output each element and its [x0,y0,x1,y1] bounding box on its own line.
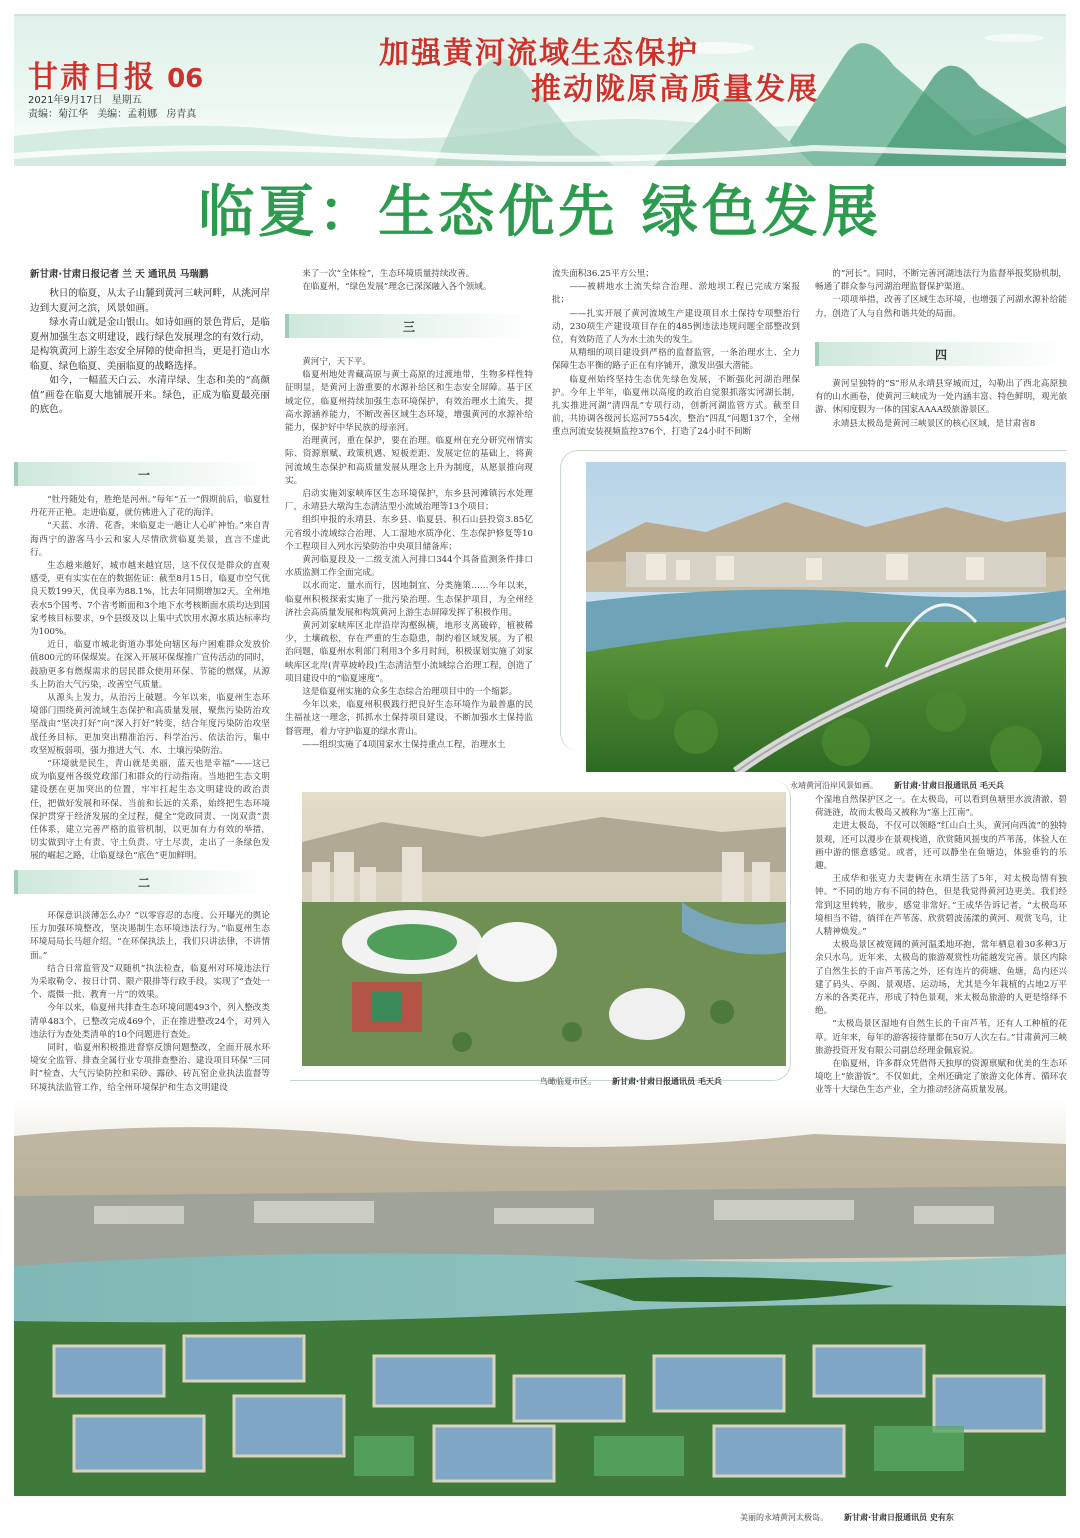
paragraph: 的“河长”。同时，不断完善河湖违法行为监督举报奖励机制，畅通了群众参与河湖治理监督保护渠道。 [815,269,1067,293]
column-1-body [30,494,270,864]
photo-3-caption [740,1512,954,1523]
photo-linxia-city-aerial [302,792,786,1066]
paragraph: 近日，临夏市城北街道办事处向辖区每户困难群众发放价值800元的环保煤炭。在深入开展环保煤推广宣传活动的同时，鼓励更多有燃煤需求的居民群众使用环保、节能的燃煤，从源头上防治大气污染，改善空气质量。 [30,640,270,690]
paragraph: 王成华和张克力夫妻俩在永靖生活了5年，对太极岛情有独钟。“不同的地方有不同的特色，但是我觉得黄河边更美。我们经常到这里转转，散步，感觉非常好。”王成华告诉记者，“太极岛环境相当不错，徜徉在芦苇荡、欣赏碧波荡漾的黄河、观赏飞鸟，让人精神焕发。” [815,874,1067,938]
paragraph: 永靖县太极岛是黄河三峡景区的核心区域，是甘肃省8 [832,418,1036,429]
photo-illustration [14,1096,1066,1496]
photo-illustration [586,462,1066,772]
paragraph: “牡丹随处有，胜绝是河州。”每年“五一”假期前后，临夏牡丹花开正艳。走进临夏，就仿佛进入了花的海洋。 [30,495,270,519]
paragraph: 临夏州始终坚持生态优先绿色发展，不断强化河湖治理保护。今年上半年，临夏州以高度的政治自觉狠抓落实河湖长制，扎实推进河湖“清四乱”专项行动，创新河湖监管方式。截至目前，共协调各级河长巡河7554次，整治“四乱”问题137个，全州重点河流安装视频监控376个，打造了24小时不间断 [552,374,800,438]
section-heading-3: 三 [285,314,533,338]
caption-text: 美丽的永靖黄河太极岛。 [740,1513,828,1522]
issue-meta [28,94,202,122]
editor-credit: 责编：菊江华 [28,109,88,120]
paragraph: 黄河临夏段及一二级支流入河排口344个具备监测条件排口水质监测工作全面完成。 [285,555,533,579]
proofreader-credit: 房青真 [166,109,197,120]
paragraph: 启动实施刘家峡库区生态环境保护，东乡县河滩镇污水处理厂，永靖县大墩沟生态清洁型小流域治理等13个项目； [285,489,533,513]
lead-paragraph: 绿水青山就是金山银山。如诗如画的景色背后，是临夏州加强生态文明建设，践行绿色发展理念的有效行动，是构筑黄河上游生态安全屏障的使命担当，更是打造山水临夏、绿色临夏、美丽临夏的战略选择。 [30,317,270,372]
paragraph: 从源头上发力，从治污上破题。今年以来，临夏州生态环境部门围绕黄河流域生态保护和高质量发展，聚焦污染防治攻坚战由“坚决打好”向“深入打好”转变，结合年度污染防治攻坚战任务目标，更加突出精准治污、科学治污、依法治污，集中攻坚短板弱项，强力推进大气、水、土壤污染防治。 [30,693,270,756]
paragraph: 来了一次“全体检”，生态环境质量持续改善。 [302,269,475,279]
column-4-top [815,268,1067,321]
lead-paragraph: 如今，一幅蓝天白云、水清岸绿、生态和美的“高颜值”画卷在临夏大地铺展开来。绿色，正成为临夏最亮丽的底色。 [30,375,270,416]
paragraph: 个湿地自然保护区之一。在太极岛，可以看到鱼塘里水波清澈、碧荷涟涟，故而太极岛又被称为“塞上江南”。 [815,795,1067,819]
designer-credit: 美编：孟莉娜 [97,109,158,120]
page-header [14,14,1066,166]
caption-text: 鸟瞰临夏市区。 [540,1077,596,1086]
paragraph: 黄河宁，天下平。 [302,357,371,367]
paragraph: 环保意识淡薄怎么办？“以零容忍的态度、公开曝光的舆论压力加强环境整改，坚决遏制生态环境违法行为。”临夏州生态环境局局长马超介绍。“在环保执法上，我们只讲法律，不讲情面。” [30,911,270,961]
photo-illustration [302,792,786,1066]
paragraph: 今年以来，临夏州共排查生态环境问题493个，列入整改类清单483个，已整改完成469个，正在推进整改24个，对列入违法行为查处类清单的10个问题进行查处。 [30,1003,270,1040]
paragraph: 结合日常监管及“双随机”执法检查，临夏州对环境违法行为采取勒令、按日计罚、限产限排等行政手段，实现了“查处一个、震慑一批、教育一片”的效果。 [30,963,270,1001]
paragraph: 今年以来，临夏州积极践行把良好生态环境作为最普惠的民生福祉这一理念，抓抓水土保持项目建设，不断加强水土保持监督管理，着力守护临夏的绿水青山。 [285,700,533,737]
article-title: 临夏：生态优先 绿色发展 [198,180,882,245]
section-heading-2: 二 [14,870,270,894]
paragraph: 生态越来越好，城市越来越宜居，这不仅仅是群众的直观感受，更有实实在在的数据佐证：截至8月15日，临夏市空气优良天数199天，优良率为88.1%，比去年同期增加2天。全州地表水5个国考、7个省考断面和3个地下水考核断面水质均达到国家考核目标要求，9个县级及以上集中式饮用水源水质达标率均为100%。 [30,561,270,638]
byline: 新甘肃·甘肃日报记者 兰 天 通讯员 马瑞鹏 [30,269,209,280]
column-4-body [815,378,1067,431]
paragraph: ——扎实开展了黄河流域生产建设项目水土保持专项整治行动，230项生产建设项目存在的485例违法违规问题全部整改到位，有效防范了人为水土流失的发生。 [552,308,800,346]
photo-taiji-island [14,1096,1066,1496]
paragraph: ——组织实施了4项国家水土保持重点工程，治理水土 [302,739,506,750]
column-1-body-b [30,910,270,1095]
issue-weekday: 星期五 [111,95,142,106]
lead-paragraph: 秋日的临夏，从太子山麓到黄河三峡河畔，从洮河岸边到大夏河之滨，风景如画。 [30,288,270,314]
column-1-lead [30,268,270,418]
photo-2-caption [540,1076,722,1087]
caption-author: 新甘肃·甘肃日报通讯员 史有东 [844,1513,954,1522]
paragraph: 流失面积36.25平方公里； [552,269,654,279]
banner-line-2: 推动陇原高质量发展 [531,72,819,107]
paragraph: 太极岛景区被宽阔的黄河温柔地环抱，常年栖息着30多种3万余只水鸟。近年来，太极岛的旅游观赏性功能越发完善。景区内除了自然生长的千亩芦苇荡之外，还有连片的荷塘、鱼塘，岛内还兴建了码头、亭阁、景观塔、运动场，尤其是今年栽植的占地2万平方米的各类花卉，形成了特色景观，来太极岛旅游的人更是络绎不绝。 [815,940,1067,1017]
column-5-body [815,794,1067,1098]
paragraph: 组织申报的永靖县、东乡县、临夏县、积石山县投资3.85亿元省级小流域综合治理、人工湿地水质净化、生态保护修复等10个工程项目入列水污染防治中央项目储备库； [285,515,533,552]
column-2-top [285,268,533,294]
column-3-body [552,268,800,440]
page-number: 06 [167,64,204,94]
paragraph: “环境就是民生，青山就是美丽，蓝天也是幸福”——这已成为临夏州各级党政部门和群众的行动指南。当地把生态文明建设摆在更加突出的位置，牢牢扛起生态文明建设的政治责任，把做好发展和环保、当前和长远的关系，始终把生态环境保护贯穿于经济发展的全过程，健全“党政同责、一岗双责”责任体系，建立完善严格的监管机制，以更加有力有效的举措，切实做到守土有责、守土负责、守土尽责，走出了一条绿色发展的崛起之路，让临夏绿色“底色”更加鲜明。 [30,759,270,862]
photo-1-caption [790,780,1004,791]
newspaper-logo: 甘肃日报 [28,60,156,95]
issue-date: 2021年9月17日 [28,95,103,106]
paragraph: 这是临夏州实施的众多生态综合治理项目中的一个缩影。 [302,687,518,698]
photo-yellow-river-bridge [586,462,1066,772]
paragraph: 黄河呈独特的“S”形从永靖县穿城而过，勾勒出了西北高原独有的山水画卷，使黄河三峡成为一处内涵丰富、特色鲜明，观光旅游、休闲度假为一体的国家AAAA级旅游景区。 [815,379,1067,416]
special-banner [369,36,829,108]
section-heading-1: 一 [14,462,270,486]
caption-author: 新甘肃·甘肃日报通讯员 毛天兵 [894,781,1004,790]
paragraph: 临夏州地处青藏高原与黄土高原的过渡地带，生物多样性特征明显，是黄河上游重要的水源补给区和生态安全屏障。基于区域定位，临夏州持续加强生态环境保护，有效治理水土流失，提高水源涵养能力，不断改善区域生态环境，增强黄河的水源补给能力，保护好中华民族的母亲河。 [285,370,533,434]
paragraph: “天蓝、水清、花香，来临夏走一趟让人心旷神怡。”来自青海西宁的游客马小云和家人尽情欣赏临夏美景，直言不虚此行。 [30,521,270,558]
paragraph: 黄河刘家峡库区北岸沿岸沟壑纵横，地形支离破碎，植被稀少，土壤疏松，存在严重的生态隐患，制约着区域发展。为了根治问题，临夏州水利部门利用3个多月时间，积极谋划实施了刘家峡库区北岸(青草坡岭段)生态清洁型小流域综合治理工程，创造了项目建设中的“临夏速度”。 [285,621,533,684]
paragraph: 在临夏州，许多群众凭借得天独厚的资源禀赋和优美的生态环境吃上“旅游饭”。不仅如此，全州还确定了旅游文化体育、循环农业等十大绿色生态产业，全力推动经济高质量发展。 [815,1059,1067,1096]
paragraph: 一项项举措，改善了区域生态环境，也增强了河湖水源补给能力，创造了人与自然和谐共处的局面。 [815,295,1067,319]
paragraph: “太极岛景区湿地有自然生长的千亩芦苇，还有人工种植的花草。近年来，每年的游客接待量都在50万人次左右。”甘肃黄河三峡旅游投资开发有限公司副总经理金佩宸说。 [815,1019,1067,1056]
paragraph: 同时，临夏州积极推进督察反馈问题整改，全面开展水环境安全监管、排查全属行业专项排查整治、建设项目环保“三同时”检查、大气污染防控和采砂、露砂、砖瓦窑企业执法监督等环境执法监管工作，给全州环境保护和生态文明建设 [30,1043,270,1093]
paragraph: 以水而定、量水而行，因地制宜、分类施策……今年以来，临夏州积极探索实施了一批污染治理、生态保护项目，为全州经济社会高质量发展和构筑黄河上游生态屏障发挥了积极作用。 [285,581,533,618]
banner-line-1: 加强黄河流域生态保护 [379,36,699,71]
caption-text: 永靖黄河沿岸风景如画。 [790,781,878,790]
paragraph: 治理黄河，重在保护，要在治理。临夏州在充分研究州情实际、资源禀赋、政策机遇、短板差距、发展定位的基础上，将黄河流域生态保护和高质量发展从理念上升为制度，从愿景推向现实。 [285,436,533,486]
section-heading-4: 四 [815,342,1067,366]
column-2-body [285,356,533,752]
paragraph: 走进太极岛，不仅可以领略“红山白土头，黄河向西流”的独特景观，还可以漫步在景观栈道，欣赏随风摇曳的芦苇荡，体验人在画中游的惬意感觉。或者，还可以静坐在鱼塘边，体验垂钓的乐趣。 [815,821,1067,872]
paragraph: 从精细的项目建设到严格的监督监管，一条治理水土、全力保障生态平衡的路子正在有序铺开，激发出强大潜能。 [552,348,800,372]
paragraph: 在临夏州，“绿色发展”理念已深深融入各个领域。 [302,282,492,293]
caption-author: 新甘肃·甘肃日报通讯员 毛天兵 [612,1077,722,1086]
masthead [28,52,203,96]
paragraph: ——被耕地水土流失综合治理、淤地坝工程已完成方案报批； [552,282,800,306]
